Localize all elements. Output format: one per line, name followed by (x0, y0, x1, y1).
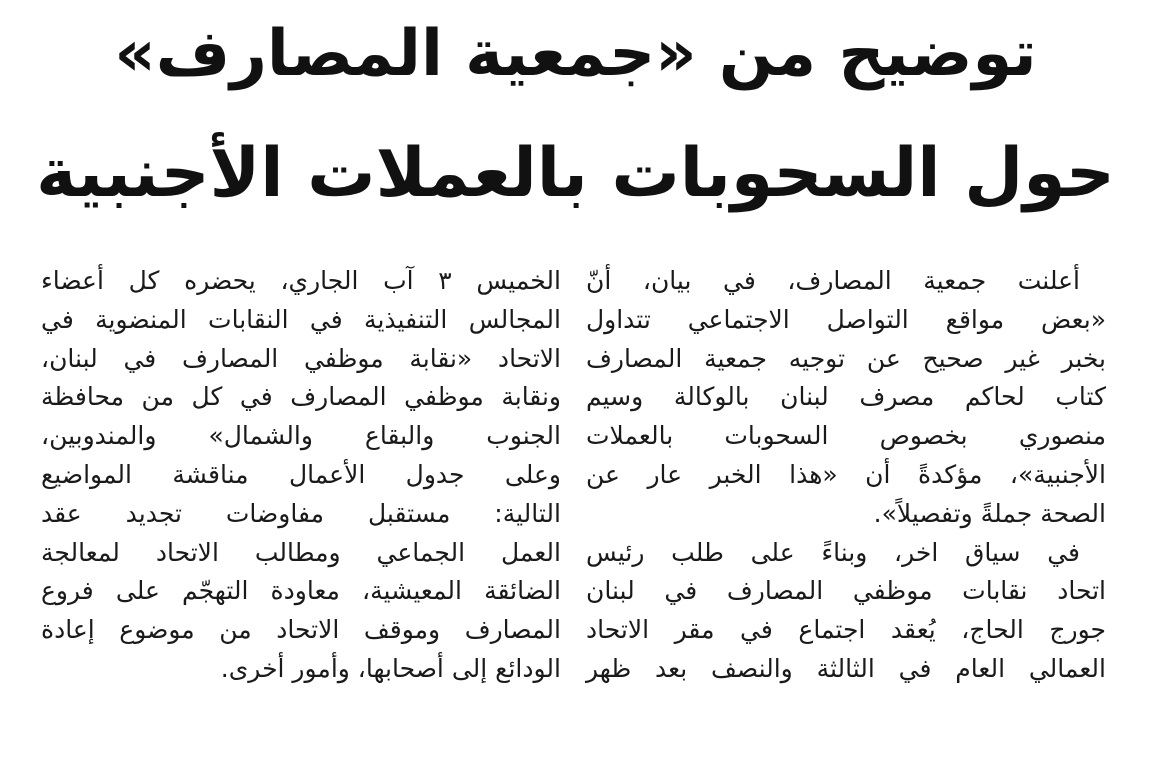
body-line: المصارف وموقف الاتحاد من موضوع إعادة (41, 615, 561, 645)
body-line: بخبر غير صحيح عن توجيه جمعية المصارف (586, 343, 1106, 373)
body-line: ونقابة موظفي المصارف في كل من محافظة (41, 382, 561, 412)
article-body (0, 262, 1151, 742)
body-line: الجنوب والبقاع والشمال» والمندوبين، (41, 421, 561, 451)
body-line: العمالي العام في الثالثة والنصف بعد ظهر (586, 653, 1106, 683)
body-line: العمل الجماعي ومطالب الاتحاد لمعالجة (41, 537, 561, 567)
body-line: المجالس التنفيذية في النقابات المنضوية في (41, 304, 561, 334)
headline-line-1: توضيح من «جمعية المصارف» (114, 17, 1037, 91)
article-column-left (41, 262, 561, 689)
headline-line-2: حول السحوبات بالعملات الأجنبية (36, 134, 1115, 213)
body-line: وعلى جدول الأعمال مناقشة المواضيع (41, 459, 561, 489)
body-line: الخميس ٣ آب الجاري، يحضره كل أعضاء (41, 266, 561, 295)
body-line: الصحة جملةً وتفصيلاً». (873, 498, 1106, 528)
body-line: أعلنت جمعية المصارف، في بيان، أنّ (586, 266, 1080, 295)
body-line: التالية: مستقبل مفاوضات تجديد عقد (41, 498, 561, 528)
body-line: كتاب لحاكم مصرف لبنان بالوكالة وسيم (586, 382, 1106, 412)
body-line: منصوري بخصوص السحوبات بالعملات (586, 421, 1106, 451)
article-column-right (586, 262, 1106, 689)
body-line: اتحاد نقابات موظفي المصارف في لبنان (586, 576, 1106, 606)
body-line: جورج الحاج، يُعقد اجتماع في مقر الاتحاد (586, 615, 1106, 645)
body-line: الأجنبية»، مؤكدةً أن «هذا الخبر عار عن (586, 459, 1106, 489)
body-line: «بعض مواقع التواصل الاجتماعي تتداول (586, 304, 1106, 334)
body-line: في سياق اخر، وبناءً على طلب رئيس (586, 537, 1080, 567)
body-line: الودائع إلى أصحابها، وأمور أخرى. (220, 653, 561, 683)
body-line: الضائقة المعيشية، معاودة التهجّم على فروع (41, 576, 561, 606)
body-line: الاتحاد «نقابة موظفي المصارف في لبنان، (41, 343, 561, 373)
